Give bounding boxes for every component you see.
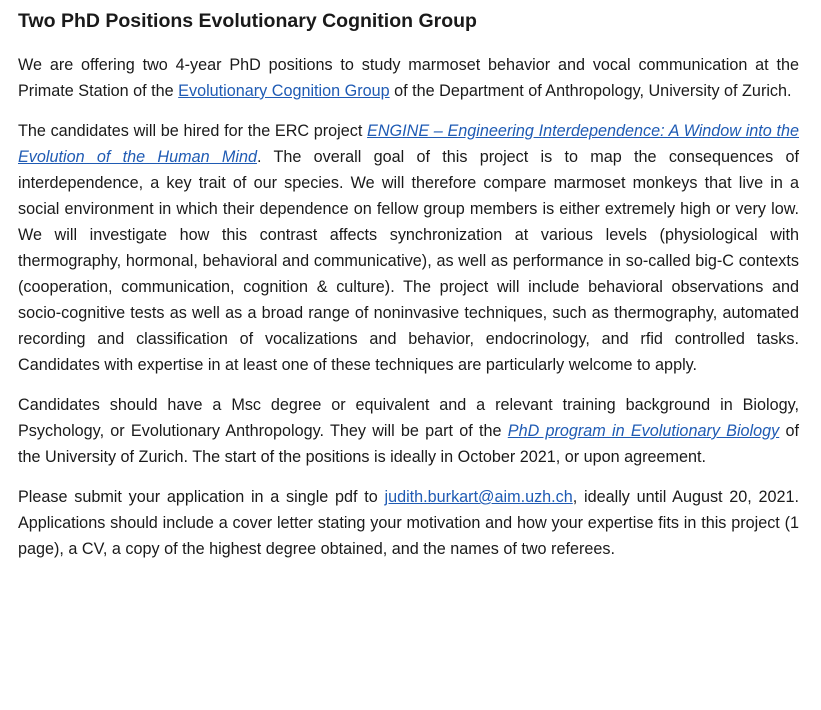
requirements-paragraph <box>18 392 799 470</box>
requirements-text-start: Candidates should have a Msc degree or equivalent and a relevant training background in Biology, Psychology, or Evolutionary Anthropology. They will be part of the <box>18 396 799 440</box>
application-text-start: Please submit your application in a single pdf to <box>18 488 385 506</box>
phd-program-link[interactable]: PhD program in Evolutionary Biology <box>507 422 780 440</box>
project-text-end: . The overall goal of this project is to map the consequences of interdependence, a key trait of our species. We will therefore compare marmoset monkeys that live in a social environment in which their dependence on fellow group members is either extremely high or very low. We will investigate how this contrast affects synchronization at various levels (physiological with thermography, hormonal, behavioral and communicative), as well as performance in so-called big-C contexts (cooperation, communication, cognition & culture). The project will include behavioral observations and socio-cognitive tests as well as a broad range of noninvasive techniques, such as thermography, automated recording and classification of vocalizations and behavior, endocrinology, and rfid controlled tasks. Candidates with expertise in at least one of these techniques are particularly welcome to apply. <box>18 148 799 374</box>
engine-project-link[interactable]: ENGINE – Engineering Interdependence: A Window into the Evolution of the Human Mind <box>18 122 799 166</box>
intro-text-end: of the Department of Anthropology, University of Zurich. <box>389 82 792 100</box>
intro-paragraph <box>18 52 799 104</box>
intro-text-start: We are offering two 4-year PhD positions to study marmoset behavior and vocal communication at the Primate Station of the <box>18 56 799 100</box>
page-title: Two PhD Positions Evolutionary Cognition Group <box>18 10 477 32</box>
application-text-end: , ideally until August 20, 2021. Applications should include a cover letter stating your motivation and how your expertise fits in this project (1 page), a CV, a copy of the highest degree obtained, and the names of two referees. <box>18 488 799 558</box>
application-paragraph <box>18 484 799 562</box>
email-link[interactable]: judith.burkart@aim.uzh.ch <box>384 488 573 506</box>
requirements-text-end: of the University of Zurich. The start of the positions is ideally in October 2021, or upon agreement. <box>18 422 800 466</box>
project-paragraph <box>18 118 799 378</box>
evolutionary-cognition-group-link[interactable]: Evolutionary Cognition Group <box>178 82 390 100</box>
project-text-start: The candidates will be hired for the ERC project <box>18 122 368 140</box>
